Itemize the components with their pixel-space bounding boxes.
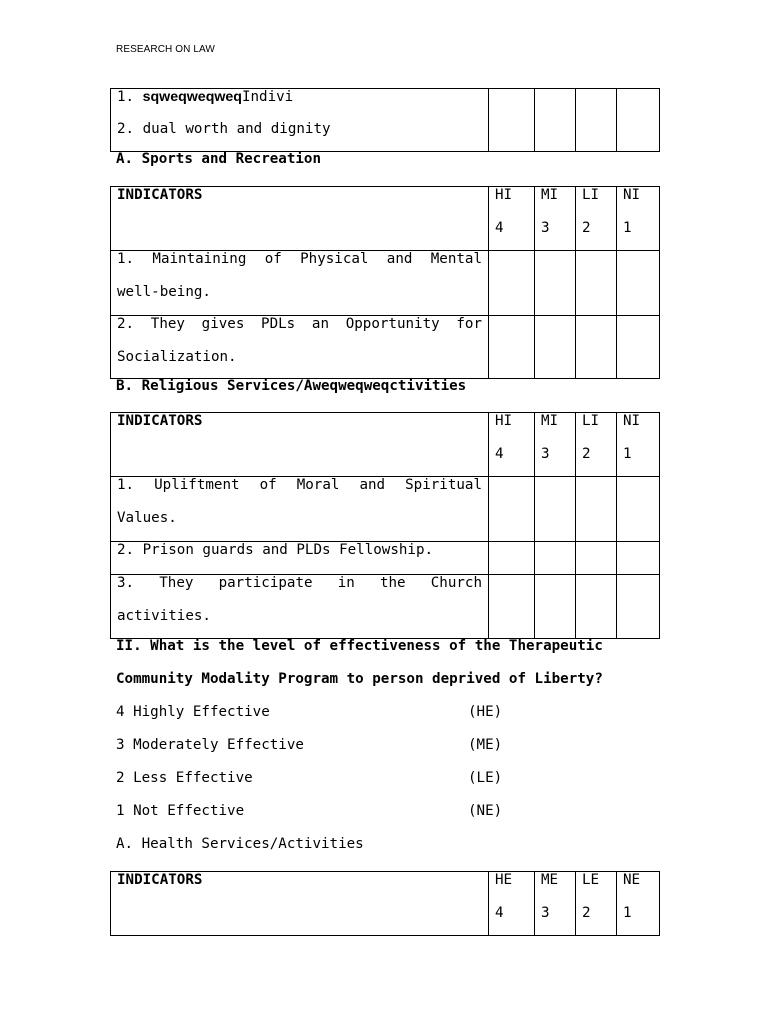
rating-cell[interactable]	[617, 89, 660, 152]
rating-cell[interactable]	[535, 316, 576, 379]
rating-cell[interactable]	[535, 477, 576, 542]
page-header: RESEARCH ON LAW	[116, 44, 215, 55]
indicator-text: 2. They gives PDLs an Opportunity for Socialization.	[111, 316, 489, 379]
rating-cell[interactable]	[489, 477, 535, 542]
rating-cell[interactable]	[535, 251, 576, 316]
rating-cell[interactable]	[535, 575, 576, 639]
rating-cell[interactable]	[576, 251, 617, 316]
scale-label: 3 Moderately Effective	[116, 737, 304, 753]
col-header: HI 4	[489, 187, 535, 251]
table-row	[111, 575, 660, 639]
top-table-items	[111, 89, 489, 152]
rating-cell[interactable]	[576, 316, 617, 379]
scale-code: (ME)	[468, 737, 503, 753]
col-header: MI 3	[535, 187, 576, 251]
indicators-header: INDICATORS	[111, 872, 489, 936]
indicator-text: 1. Maintaining of Physical and Mental well-being.	[111, 251, 489, 316]
rating-cell[interactable]	[617, 251, 660, 316]
rating-cell[interactable]	[576, 542, 617, 575]
col-header: NI 1	[617, 187, 660, 251]
rating-cell[interactable]	[617, 575, 660, 639]
col-header: ME 3	[535, 872, 576, 936]
question-2-line2: Community Modality Program to person deprived of Liberty?	[116, 671, 603, 687]
rating-cell[interactable]	[617, 542, 660, 575]
col-header: LI 2	[576, 413, 617, 477]
indicator-text: 3. They participate in the Church activities.	[111, 575, 489, 639]
col-header: LI 2	[576, 187, 617, 251]
rating-cell[interactable]	[489, 316, 535, 379]
religious-table	[110, 412, 660, 639]
col-header: HI 4	[489, 413, 535, 477]
scale-code: (LE)	[468, 770, 503, 786]
rating-cell[interactable]	[576, 575, 617, 639]
indicator-text: 1. Upliftment of Moral and Spiritual Values.	[111, 477, 489, 542]
section-a-title: A. Sports and Recreation	[116, 151, 321, 167]
scale-code: (HE)	[468, 704, 503, 720]
item1-prefix: 1.	[117, 89, 143, 105]
rating-cell[interactable]	[489, 251, 535, 316]
health-table	[110, 871, 660, 936]
indicator-text: 2. Prison guards and PLDs Fellowship.	[111, 542, 489, 575]
scale-label: 2 Less Effective	[116, 770, 253, 786]
col-header: LE 2	[576, 872, 617, 936]
rating-cell[interactable]	[576, 477, 617, 542]
scale-label: 4 Highly Effective	[116, 704, 270, 720]
table-header-row	[111, 413, 660, 477]
item1-bold: sqweqweqweq	[142, 89, 242, 105]
col-header: NE 1	[617, 872, 660, 936]
rating-cell[interactable]	[617, 316, 660, 379]
rating-cell[interactable]	[489, 575, 535, 639]
rating-cell[interactable]	[489, 542, 535, 575]
table-row	[111, 316, 660, 379]
table-header-row	[111, 872, 660, 936]
col-header: MI 3	[535, 413, 576, 477]
health-subsection-title: A. Health Services/Activities	[116, 836, 364, 852]
indicators-header: INDICATORS	[111, 187, 489, 251]
rating-cell[interactable]	[489, 89, 535, 152]
scale-code: (NE)	[468, 803, 503, 819]
table-row	[111, 251, 660, 316]
col-header: HE 4	[489, 872, 535, 936]
scale-label: 1 Not Effective	[116, 803, 245, 819]
top-table	[110, 88, 660, 152]
item1-rest: Indivi	[241, 89, 294, 105]
indicators-header: INDICATORS	[111, 413, 489, 477]
col-header: NI 1	[617, 413, 660, 477]
rating-cell[interactable]	[617, 477, 660, 542]
item2: 2. dual worth and dignity	[117, 121, 331, 137]
rating-cell[interactable]	[576, 89, 617, 152]
question-2-line1: II. What is the level of effectiveness of the Therapeutic	[116, 638, 603, 654]
table-row	[111, 477, 660, 542]
sports-table	[110, 186, 660, 379]
rating-cell[interactable]	[535, 542, 576, 575]
section-b-title: B. Religious Services/Aweqweqweqctivities	[116, 378, 467, 394]
table-header-row	[111, 187, 660, 251]
rating-cell[interactable]	[535, 89, 576, 152]
